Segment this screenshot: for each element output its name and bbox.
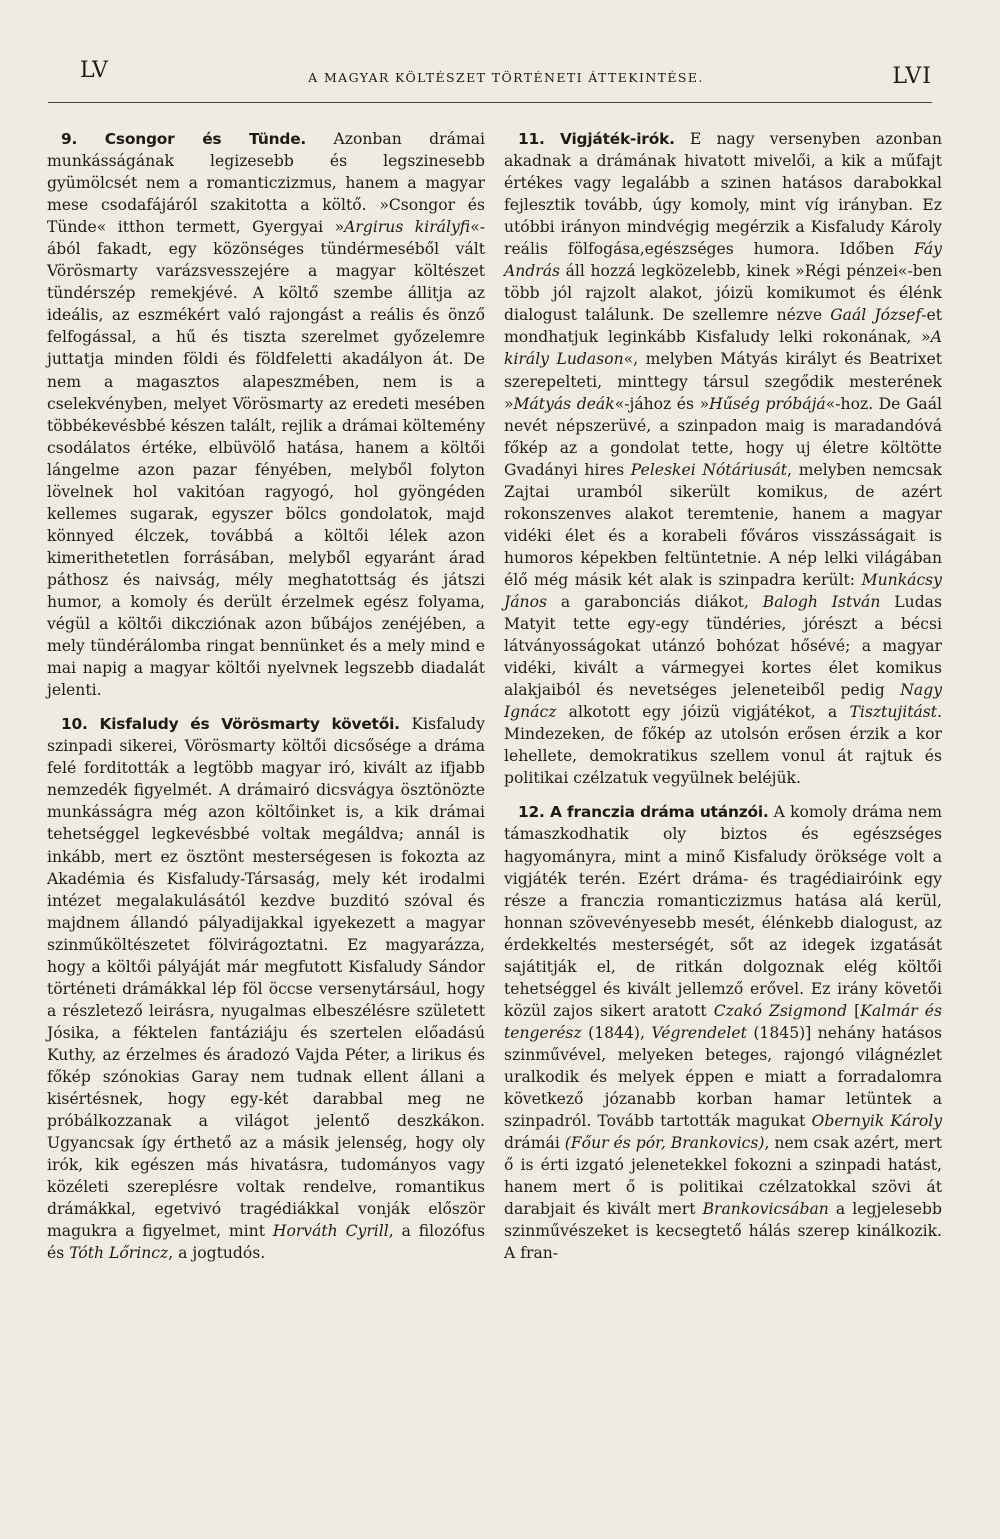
section-heading: 11. Vigjáték-irók. [518, 130, 675, 148]
italic-title: Végrendelet [651, 1023, 747, 1042]
italic-title: Tisztujitást [849, 703, 938, 722]
italic-title: (Főur és pór, Brankovics) [564, 1134, 765, 1153]
paragraph-text: «, melyben Mátyás királyt és Beatrixet szerepelteti, minttegy társul szegődik mesterének » [504, 350, 942, 413]
italic-title: Brankovicsában [702, 1200, 829, 1219]
page-number-right: LVI [892, 64, 932, 89]
section-11 [504, 128, 942, 789]
italic-name: Munkácsy János [504, 570, 942, 611]
paragraph-text: , melyben nemcsak Zajtai uramból sikerült komikus, de azért rokonszenves alakot teremtenie, hanem a magyar vidéki élet és a korabeli főváros visszásságait is humoros képekben feltüntetnie. A nép lelki világában élő még másik két alak is szinpadra került: [504, 460, 942, 589]
section-heading: 12. A franczia dráma utánzói. [518, 803, 769, 822]
column-left [47, 128, 485, 1264]
section-9 [47, 128, 485, 701]
paragraph-text: [ [847, 1001, 861, 1020]
paragraph-text: . Mindezeken, de főkép az utolsón erősen érzik a kor lehellete, demokratikus szellem vonul át rajtuk és politikai czélzatuk vegyülnek beléjük. [504, 703, 942, 788]
italic-name: Gaál József [830, 306, 922, 325]
section-12 [504, 801, 942, 1264]
italic-name: Horváth Cyrill [272, 1222, 389, 1241]
running-title: A MAGYAR KÖLTÉSZET TÖRTÉNETI ÁTTEKINTÉSE. [308, 70, 704, 85]
paragraph-text: , a filozófus és [47, 1222, 485, 1263]
section-10 [47, 713, 485, 1264]
paragraph-text: «-ából fakadt, egy közönséges tündérmeséből vált Vörösmarty varázsvesszejére a magyar költészet tündérszép remekjévé. A költő szembe állitja az ideális, az eszmékért való rajongást a reális és önző felfogással, a hű és tiszta szerelmet győzelemre juttatja minden földi és földfeletti akadályon át. De nem a magasztos alapeszmében, nem is a cselekvényben, melyet Vörösmarty az eredeti mesében többékevésbbé készen talált, rejlik a drámai költemény csodálatos értéke, elbüvölő hatása, hanem a költői lángelme azon pazar fényében, melyből folyton lövelnek hol vakitóan ragyogó, hol gyöngéden kellemes sugarak, egyszer bölcs gondolatok, majd könnyed élczek, továbbá a költői lélek azon kimerithetetlen forrásában, melyből egyaránt árad páthosz és naivság, mély meghatottság és játszi humor, a komoly és derült érzelmek egész folyama, végül a költői dikcziónak azon bűbájos zenéjében, a mely tündérálomba ringat bennünket és a mely mind e mai napig a magyar költői nyelvnek legszebb diadalát jelenti. [47, 218, 485, 700]
section-heading: 9. Csongor és Tünde. [61, 130, 307, 148]
running-header [80, 58, 932, 98]
italic-title: A király Ludason [504, 328, 942, 369]
paragraph-text: a legjelesebb szinművészeket is kecsegtető hálás szerep kinálkozik. A fran- [504, 1200, 942, 1263]
paragraph-text: A komoly dráma nem támaszkodhatik oly biztos és egészséges hagyományra, mint a minő Kisfaludy öröksége volt a vigjáték terén. Ezért dráma- és tragédiairóink egy része a franczia romanticzizmus hatása alá kerül, honnan szövevényesebb mesét, élénkebb dialogust, az érdekkeltés mesterségét, sőt az idegek izgatását sajátitják el, de ritkán dolgoznak elég költői tehetséggel és kivált jellemző erővel. Ez irány követői közül zajos sikert aratott [504, 803, 942, 1020]
paragraph-text: -et mondhatjuk leginkább Kisfaludy lelki rokonának, » [504, 306, 942, 347]
paragraph-text: «-hoz. De Gaál nevét népszerüvé, a szinpadon maig is maradandóvá főkép az a gondolat tette, hogy uj életre költötte Gvadányi hires [504, 394, 942, 479]
paragraph-text: alkotott egy jóizü vigjátékot, a [556, 703, 850, 722]
italic-title: Mátyás deák [513, 394, 615, 413]
paragraph-text: «-jához és » [614, 394, 710, 413]
italic-name: Fáy András [504, 240, 942, 281]
italic-title: Kalmár és tengerész [504, 1001, 942, 1042]
paragraph-text: áll hozzá legközelebb, kinek »Régi pénzei«-ben több jól rajzolt alakot, jóizü komikumot és élénk dialogust találunk. De szellemre nézve [504, 262, 942, 325]
paragraph-text: , nem csak azért, mert ő is érti izgató jelenetekkel fokozni a szinpadi hatást, hanem mert ő is politikai czélzatokkal szövi át darabjait és kivált mert [504, 1134, 943, 1219]
paragraph-text: Kisfaludy szinpadi sikerei, Vörösmarty költői dicsősége a dráma felé forditották a legtöbb magyar iró, kivált az ifjabb nemzedék figyelmét. A drámairó dicsvágya ösztönözte munkásságra még azon költőinket is, a kik drámai tehetséggel legkevésbbé voltak megáldva; annál is inkább, mert ez ösztönt mesterségesen is fokozta az Akadémia és Kisfaludy-Társaság, mely két irodalmi intézet megalakulásától kezdve buzditó szóval és majdnem állandó pályadijakkal igyekezett a magyar szinműköltészetet fölvirágoztatni. Ez magyarázza, hogy a költői pályáját már megfutott Kisfaludy Sándor történeti drámákkal lép föl öccse versenytársául, hogy a részletező leirásra, nyugalmas elbeszélésre született Jósika, a féktelen fantáziáju és szertelen előadású Kuthy, az érzelmes és áradozó Vajda Péter, a lirikus és főkép szónokias Garay nem tudnak ellent állani a kisértésnek, hogy egy-két darabbal meg ne próbálkozzanak a világot jelentő deszkákon. Ugyancsak így érthető az a másik jelenség, hogy oly irók, kik egészen más hivatásra, tudományos vagy közéleti szereplésre voltak rendelve, romantikus drámákkal, egetvivó tragédiákkal vonják először magukra a figyelmet, mint [47, 715, 485, 1241]
italic-title: Hűség próbájá [709, 394, 826, 413]
section-heading: 10. Kisfaludy és Vörösmarty követői. [61, 715, 400, 734]
paragraph-text: a garabonciás diákot, [546, 592, 763, 611]
paragraph-text: drámái [504, 1134, 565, 1153]
page-number-left: LV [80, 58, 108, 83]
italic-name: Czakó Zsigmond [713, 1001, 848, 1020]
paragraph-text: Ludas Matyit tette egy-egy tündéries, jórészt a bécsi látványosságokat utánzó bohózat hősévé; a magyar vidéki, kivált a vármegyei kortes élet komikus alakjaiból és nevetséges jeleneteiből pedig [504, 592, 942, 700]
paragraph-text: , a jogtudós. [168, 1244, 266, 1263]
paragraph-text: (1845)] nehány hatásos szinművével, melyeken beteges, rajongó világnézlet uralkodik és melyek éppen e miatt a forradalomra következő józanabb korban hamar letüntek a szinpadról. Tovább tartották magukat [504, 1023, 942, 1131]
italic-title: Peleskei Nótáriusát [630, 460, 788, 479]
column-right [504, 128, 942, 1264]
paragraph-text: (1844), [581, 1023, 652, 1042]
paragraph-text: E nagy versenyben azonban akadnak a drámának hivatott mivelői, a kik a műfajt értékes vagy legalább a szinen hatásos darabokkal fejlesztik tovább, úgy komoly, mint víg irányban. Ez utóbbi irányon mindvégig megérzik a Kisfaludy Károly reális fölfogása,egészséges humora. Időben [504, 130, 943, 259]
italic-title: Argirus királyfi [344, 218, 471, 237]
italic-name: Nagy Ignácz [504, 681, 942, 722]
italic-name: Obernyik Károly [811, 1112, 942, 1131]
paragraph-text: Azonban drámai munkásságának legizesebb és legszinesebb gyümölcsét nem a romanticzizmus, hanem a magyar mese csodafájáról szakitotta a költő. »Csongor és Tünde« itthon termett, Gyergyai » [47, 130, 485, 237]
italic-name: Tóth Lőrincz [69, 1244, 169, 1263]
header-rule [48, 102, 932, 103]
italic-name: Balogh István [762, 592, 881, 611]
